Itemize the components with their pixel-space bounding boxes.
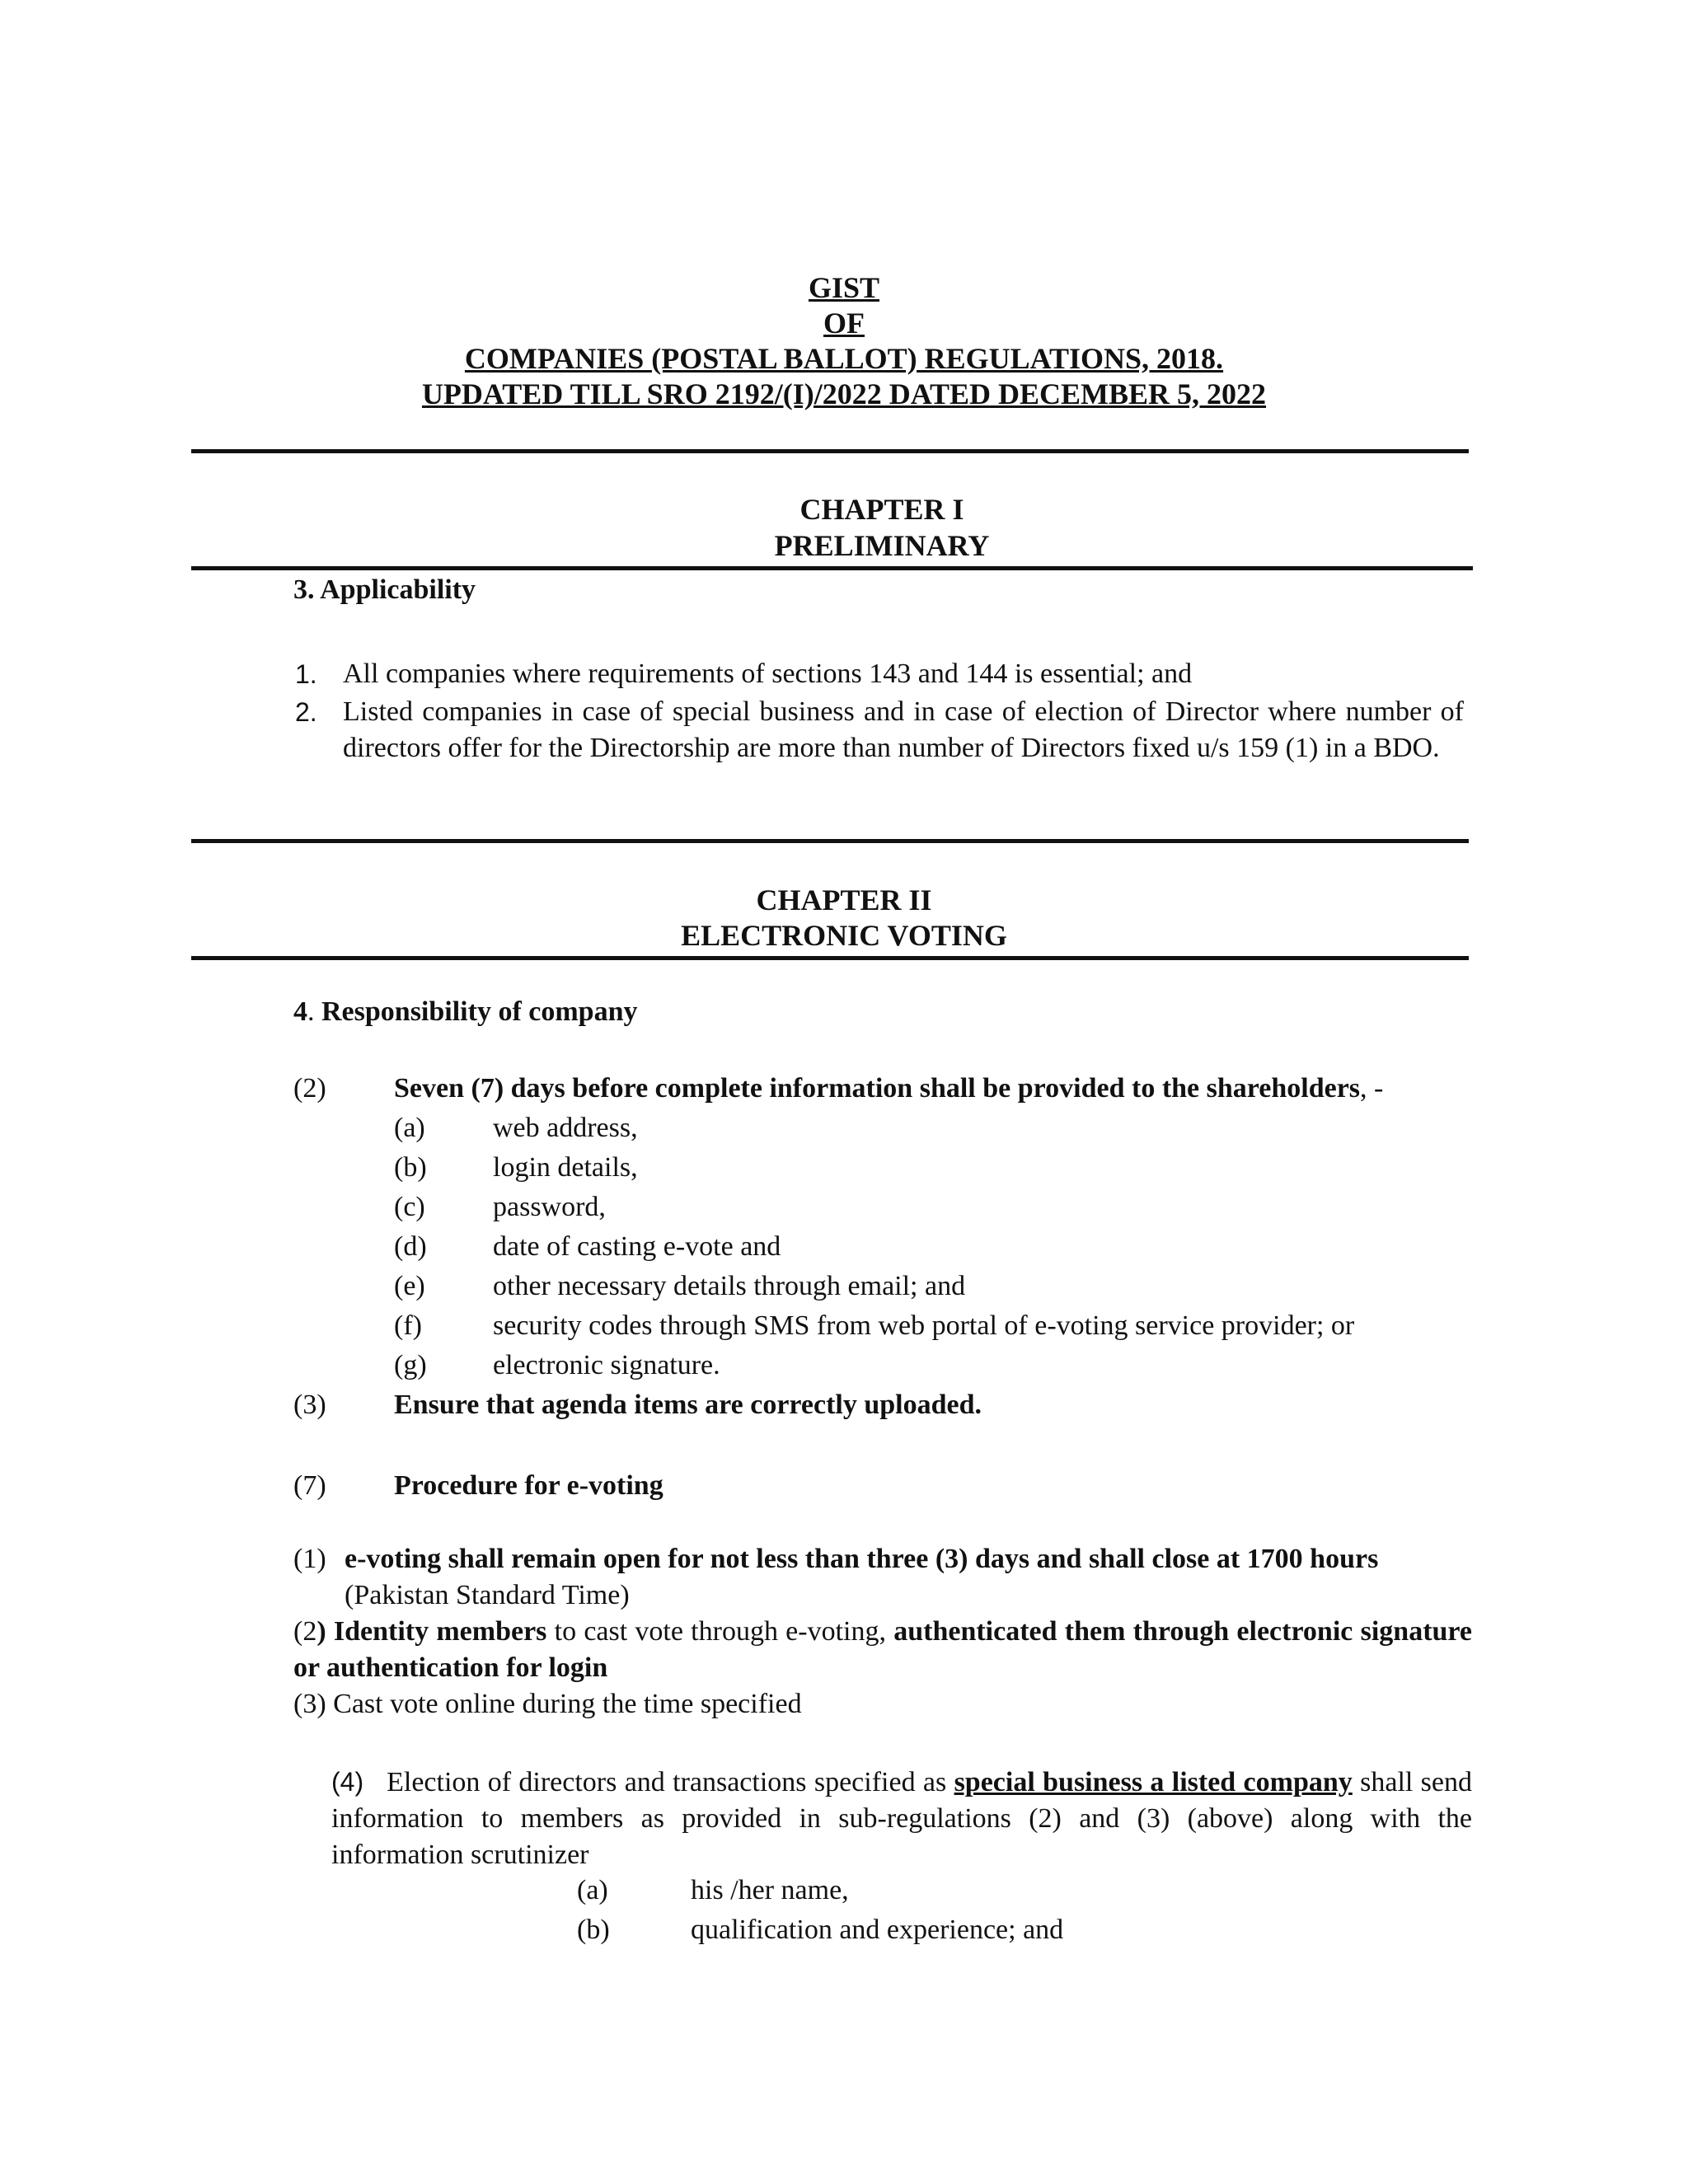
chapter2-subheading: ELECTRONIC VOTING xyxy=(681,919,1007,952)
proc-4-text xyxy=(331,1764,1472,1873)
subitem-text: qualification and experience; and xyxy=(691,1915,1064,1945)
para-7-text: Procedure for e-voting xyxy=(394,1470,663,1501)
title-of: OF xyxy=(823,307,865,340)
subitem-label: (a) xyxy=(394,1113,425,1143)
subitem-label: (b) xyxy=(394,1152,427,1183)
chapter2-heading: CHAPTER II xyxy=(756,883,932,916)
subitem-label: (e) xyxy=(394,1271,425,1301)
para-2-bold: Seven (7) days before complete information shall be provided to the shareholders xyxy=(394,1073,1361,1104)
chapter1-heading: CHAPTER I xyxy=(799,493,964,526)
divider-chapter2 xyxy=(191,956,1469,960)
proc-4-text-b: shall send information to members as provided in sub-regulations (2) and (3) (above) along with the information scrutinizer xyxy=(331,1767,1472,1870)
proc-4-text-a: Election of directors and transactions specified as xyxy=(387,1767,954,1797)
divider-chapter2-top xyxy=(191,839,1469,843)
list-item: Listed companies in case of special business and in case of election of Director where number of directors offer for the Directorship are more than number of Directors fixed u/s 159 (1) in a BDO. xyxy=(343,696,1464,763)
para-7-number: (7) xyxy=(293,1470,326,1501)
subitem-text: other necessary details through email; and xyxy=(493,1271,966,1301)
subitem-text: electronic signature. xyxy=(493,1350,720,1380)
subitem-label: (f) xyxy=(394,1310,422,1341)
subitem-label: (g) xyxy=(394,1350,427,1380)
subitem-label: (d) xyxy=(394,1231,427,1262)
title-regulations: COMPANIES (POSTAL BALLOT) REGULATIONS, 2018. xyxy=(464,342,1224,375)
para-3-text: Ensure that agenda items are correctly uploaded. xyxy=(394,1390,982,1420)
proc-4-number: (4) xyxy=(331,1767,364,1797)
proc-2-bold-a: ) Identity members xyxy=(316,1616,547,1647)
title-updated: UPDATED TILL SRO 2192/(I)/2022 DATED DECEMBER 5, 2022 xyxy=(421,377,1267,410)
divider-chapter1 xyxy=(191,566,1473,570)
subitem-text: password, xyxy=(493,1192,606,1222)
subitem-label: (b) xyxy=(577,1915,610,1945)
para-2-text xyxy=(394,1071,1383,1107)
chapter1-subheading: PRELIMINARY xyxy=(774,529,990,562)
proc-2-text xyxy=(293,1614,1472,1686)
list-item: All companies where requirements of sections 143 and 144 is essential; and xyxy=(343,658,1193,689)
proc-2-number: (2 xyxy=(293,1616,317,1647)
proc-1-text: (Pakistan Standard Time) xyxy=(345,1580,630,1610)
subitem-label: (a) xyxy=(577,1875,608,1905)
proc-3-text: (3) Cast vote online during the time specified xyxy=(293,1689,802,1719)
proc-2-bold-b: authenticated them through electronic signature or authentication for login xyxy=(293,1616,1472,1683)
subitem-text: security codes through SMS from web portal of e-voting service provider; or xyxy=(493,1310,1355,1341)
subitem-text: his /her name, xyxy=(691,1875,849,1905)
section-3-title: 3. Applicability xyxy=(293,574,476,605)
divider-top xyxy=(191,449,1469,453)
section-4-label: Responsibility of company xyxy=(321,996,638,1027)
para-3-number: (3) xyxy=(293,1390,326,1420)
section-4-separator: . xyxy=(307,996,321,1027)
section-4-title xyxy=(293,994,638,1030)
para-2-number: (2) xyxy=(293,1073,326,1104)
list-number: 1. xyxy=(295,659,317,689)
title-gist: GIST xyxy=(808,271,880,304)
section-4-number: 4 xyxy=(293,996,307,1027)
subitem-text: web address, xyxy=(493,1113,638,1143)
subitem-label: (c) xyxy=(394,1192,425,1222)
proc-1-bold: e-voting shall remain open for not less than three (3) days and shall close at 1700 hours xyxy=(345,1544,1379,1574)
list-number: 2. xyxy=(295,697,317,727)
para-2-trail: , - xyxy=(1360,1073,1384,1104)
proc-1-number: (1) xyxy=(293,1544,326,1574)
proc-4-underlined: special business a listed company xyxy=(954,1767,1353,1797)
subitem-text: login details, xyxy=(493,1152,638,1183)
proc-2-normal-a: to cast vote through e-voting, xyxy=(546,1616,894,1647)
subitem-text: date of casting e-vote and xyxy=(493,1231,781,1262)
